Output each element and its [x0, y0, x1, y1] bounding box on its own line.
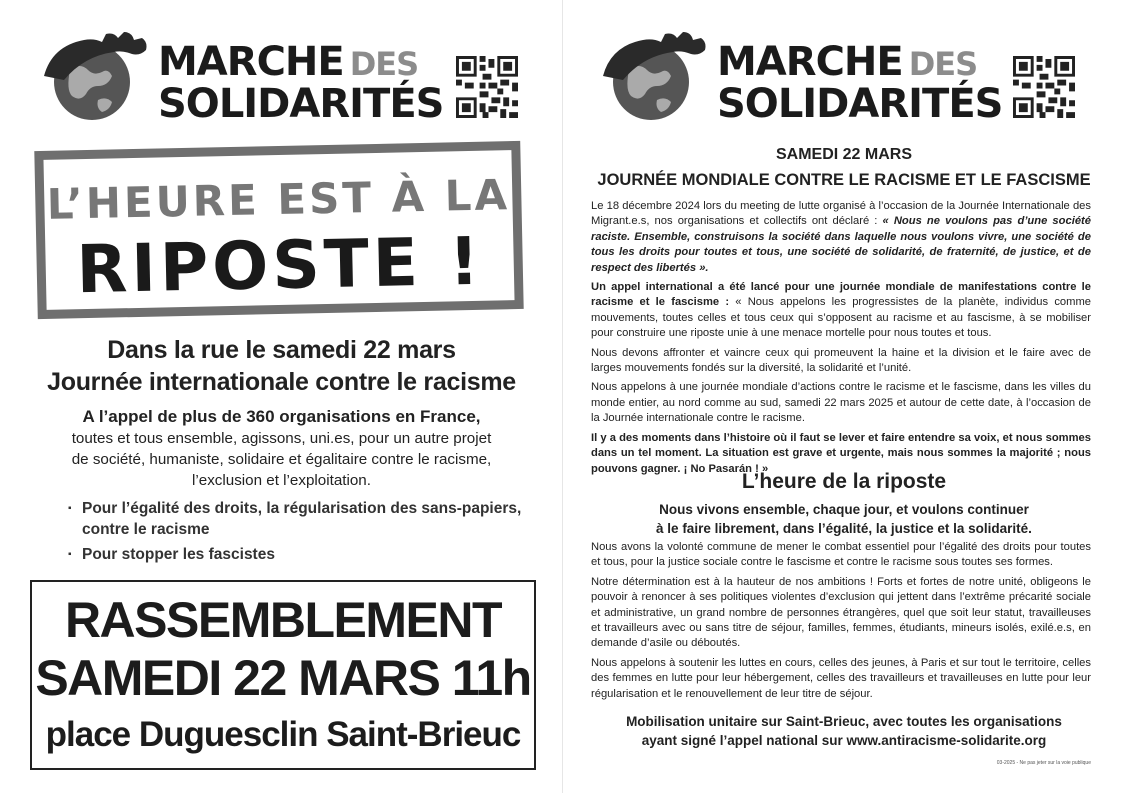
p1-text: Le 18 décembre 2024 lors du meeting de lutte organisé à l’occasion de la Journée Internationale des Migrant.e.s, nos organisations et collectifs ont déclaré : [591, 200, 1091, 228]
bullet1-line1: ▪ Pour l’égalité des droits, la régularisation des sans-papiers, [82, 500, 522, 517]
rassemblement-box [30, 580, 536, 770]
p1-quote: « Nous ne voulons pas d’une société raciste. Ensemble, construisons la société dans laquelle nous voulons vivre, une société de tous les droits pour toutes et tous, une société de solidarité, de fraternité, de justice, et de respect des libertés ». [591, 215, 1091, 274]
bullet-item [68, 498, 538, 540]
qr-code-icon [456, 56, 518, 118]
logo-solidarites: SOLIDARITÉS [158, 81, 444, 127]
appel-bold: A l’appel de plus de 360 organisations en France, [82, 407, 481, 426]
right-body-bottom [591, 540, 1091, 706]
globe-hand-icon [599, 30, 709, 125]
logo-des: DES [349, 45, 419, 83]
appel-line1: toutes et tous ensemble, agissons, uni.es, pour un autre projet [71, 430, 492, 447]
right-body-top [591, 199, 1091, 481]
paragraph: Nous appelons à une journée mondiale d’actions contre le racisme et le fascisme, dans les villes du monde entier, au nord comme au sud, samedi 22 mars 2025 et autour de cette date, à l’occasion de la Journée internationale contre le racisme. [591, 381, 1091, 425]
riposte-banner [34, 141, 523, 319]
appel-line3: l’exclusion et l’exploitation. [192, 472, 371, 489]
bullet1-line2: contre le racisme [82, 521, 210, 538]
logo-wordmark [717, 39, 1003, 127]
left-header [40, 22, 520, 132]
paragraph: Nous devons affronter et vaincre ceux qui promeuvent la haine et la division et le faire avec de larges mouvements fondés sur la diversité, la solidarité et l’unité. [591, 346, 1091, 375]
logo-solidarites: SOLIDARITÉS [717, 81, 1003, 127]
paragraph: Nous appelons à soutenir les luttes en cours, celles des jeunes, à Paris et sur tout le territoire, celles des femmes en lutte pour leur hébergement, celles des travailleurs et travailleuses en lutte pour leur régularisation et le renouvellement de leur titre de séjour. [591, 656, 1091, 700]
bullet-list [68, 498, 538, 569]
paragraph [591, 199, 1091, 276]
logo-wordmark [158, 39, 444, 127]
p2-text: « Nous appelons les progressistes de la planète, individus comme mouvements, toutes celles et tous ceux qui s’opposent au racisme et au fascisme, à se mobiliser pour construire une riposte unie à une menace mortelle pour nous toutes et tous. [591, 296, 1091, 340]
headline-date: Dans la rue le samedi 22 mars [107, 336, 456, 364]
qr-code-icon [1013, 56, 1075, 118]
globe-hand-icon [40, 30, 150, 125]
right-title-journee: JOURNÉE MONDIALE CONTRE LE RACISME ET LE FASCISME [597, 171, 1091, 189]
footer-line2: ayant signé l’appel national sur www.antiracisme-solidarite.org [641, 733, 1047, 748]
section-heading: L’heure de la riposte [741, 470, 947, 493]
logo-des: DES [908, 45, 978, 83]
right-title-date: SAMEDI 22 MARS [775, 146, 913, 163]
paragraph: Notre détermination est à la hauteur de nos ambitions ! Forts et fortes de notre unité, obligeons le pouvoir à renoncer à ses politiques violentes d’exclusion qui jettent dans l’extrême précarité sociale et administrative, un grand nombre de personnes étrangères, quel que soit leur statut, travailleuses et travailleurs avec ou sans titre de séjour, familles, femmes, étudiants, mineurs isolés, exilé.e.s, en demande d’asile ou déboutés. [591, 575, 1091, 650]
banner-line2: RIPOSTE ! [75, 222, 484, 309]
logo-marche: MARCHE [717, 39, 903, 85]
appel-text [40, 406, 523, 491]
subtitle-line2: à le faire librement, dans l’égalité, la justice et la solidarité. [656, 521, 1032, 536]
banner-line1: L’HEURE EST À LA [46, 170, 511, 229]
rassemblement-place: place Duguesclin Saint-Brieuc [45, 715, 521, 754]
p2-bold: Un appel international a été lancé pour une journée mondiale de manifestations contre le racisme et le fascisme : [591, 281, 1091, 309]
rassemblement-date: SAMEDI 22 MARS 11h [35, 650, 531, 706]
rassemblement-title: RASSEMBLEMENT [64, 592, 502, 648]
paragraph: Nous avons la volonté commune de mener le combat essentiel pour l’égalité des droits pour toutes et tous, pour la justice sociale contre le fascisme et contre le racisme sous toutes ses formes. [591, 541, 1091, 569]
paragraph: Il y a des moments dans l’histoire où il faut se lever et faire entendre sa voix, et nous sommes dans un tel moment. La situation est grave et urgente, mais nous sommes la majorité ; nous pouvons gagner. ¡ No Pasarán ! » [591, 431, 1091, 475]
logo-marche: MARCHE [158, 39, 344, 85]
bullet2-text: ▪ Pour stopper les fascistes [82, 546, 275, 563]
right-flyer [563, 0, 1125, 793]
right-header [599, 22, 1079, 132]
headline-journee: Journée internationale contre le racisme [47, 368, 516, 396]
paragraph [591, 280, 1091, 342]
bullet-item [68, 544, 538, 565]
legal-note: 03-2025 - Ne pas jeter sur la voie publique [996, 760, 1091, 766]
mobilisation-footer [563, 712, 1125, 750]
appel-line2: de société, humaniste, solidaire et égalitaire contre le racisme, [71, 451, 492, 468]
footer-line1: Mobilisation unitaire sur Saint-Brieuc, avec toutes les organisations [626, 714, 1062, 729]
subtitle-line1: Nous vivons ensemble, chaque jour, et voulons continuer [659, 502, 1029, 517]
section-subtitle [563, 500, 1125, 538]
